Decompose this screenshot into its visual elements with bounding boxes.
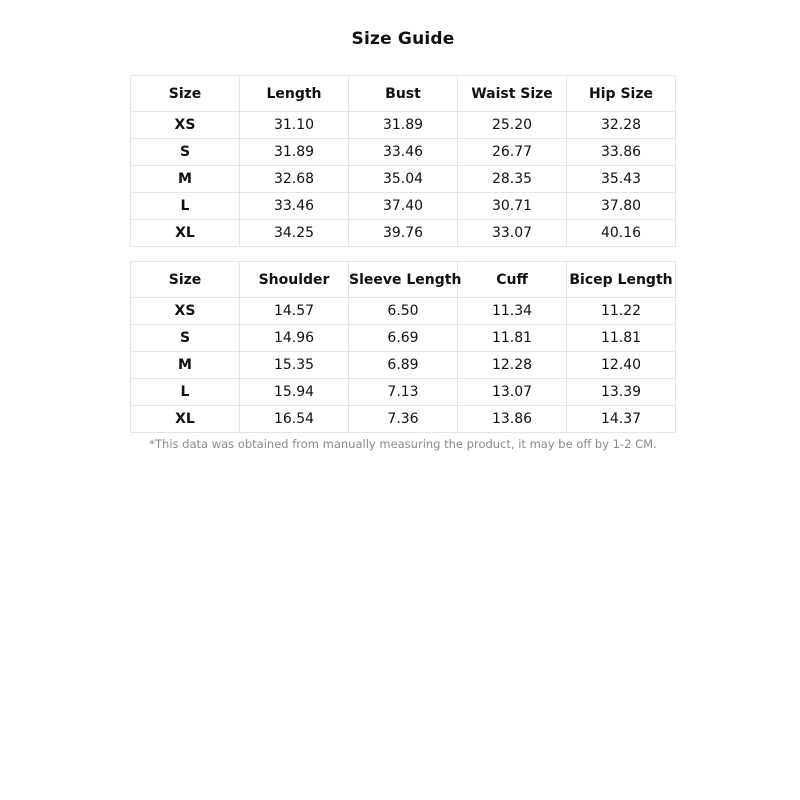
table-cell: 16.54 [240,406,349,433]
table-cell: 33.46 [240,193,349,220]
table-cell: 6.89 [349,352,458,379]
size-label: XL [131,406,240,433]
page-title: Size Guide [351,29,455,49]
table-row [131,298,676,325]
table-cell: 35.43 [567,166,676,193]
table-cell: 26.77 [458,139,567,166]
table-cell: 35.04 [349,166,458,193]
size-label: L [131,379,240,406]
table-cell: 12.28 [458,352,567,379]
table-cell: 6.50 [349,298,458,325]
table-cell: 34.25 [240,220,349,247]
table-cell: 11.22 [567,298,676,325]
table-row [131,193,676,220]
table-cell: 30.71 [458,193,567,220]
size-label: S [131,139,240,166]
column-header-bicep-length: Bicep Length [567,262,676,298]
size-label: XL [131,220,240,247]
table-cell: 11.81 [458,325,567,352]
table-header-row [131,262,676,298]
table-cell: 28.35 [458,166,567,193]
table-row [131,112,676,139]
size-table-body-measurements [130,75,676,247]
table-header-row [131,76,676,112]
table-cell: 7.13 [349,379,458,406]
column-header-size: Size [131,262,240,298]
table-row [131,220,676,247]
table-cell: 11.34 [458,298,567,325]
size-label: L [131,193,240,220]
table-cell: 11.81 [567,325,676,352]
column-header-hip-size: Hip Size [567,76,676,112]
size-label: XS [131,112,240,139]
table-cell: 37.80 [567,193,676,220]
table-cell: 12.40 [567,352,676,379]
column-header-shoulder: Shoulder [240,262,349,298]
table-cell: 39.76 [349,220,458,247]
column-header-waist-size: Waist Size [458,76,567,112]
table-cell: 33.07 [458,220,567,247]
table-cell: 13.86 [458,406,567,433]
size-label: S [131,325,240,352]
table-cell: 33.86 [567,139,676,166]
measurement-disclaimer: *This data was obtained from manually measuring the product, it may be off by 1-2 CM. [149,437,657,451]
column-header-size: Size [131,76,240,112]
table-cell: 13.39 [567,379,676,406]
column-header-cuff: Cuff [458,262,567,298]
table-cell: 14.96 [240,325,349,352]
table-cell: 33.46 [349,139,458,166]
table-row [131,166,676,193]
column-header-bust: Bust [349,76,458,112]
table-cell: 14.57 [240,298,349,325]
table-cell: 32.68 [240,166,349,193]
table-cell: 40.16 [567,220,676,247]
size-label: M [131,352,240,379]
table-cell: 6.69 [349,325,458,352]
table-cell: 37.40 [349,193,458,220]
size-label: M [131,166,240,193]
table-row [131,352,676,379]
table-cell: 31.89 [349,112,458,139]
table-cell: 32.28 [567,112,676,139]
table-row [131,139,676,166]
table-cell: 13.07 [458,379,567,406]
column-header-length: Length [240,76,349,112]
table-cell: 7.36 [349,406,458,433]
table-cell: 14.37 [567,406,676,433]
table-cell: 15.94 [240,379,349,406]
table-row [131,325,676,352]
table-row [131,379,676,406]
table-row [131,406,676,433]
table-cell: 31.10 [240,112,349,139]
column-header-sleeve-length: Sleeve Length [349,262,458,298]
table-cell: 15.35 [240,352,349,379]
table-cell: 25.20 [458,112,567,139]
table-cell: 31.89 [240,139,349,166]
size-label: XS [131,298,240,325]
size-table-sleeve-measurements [130,261,676,433]
